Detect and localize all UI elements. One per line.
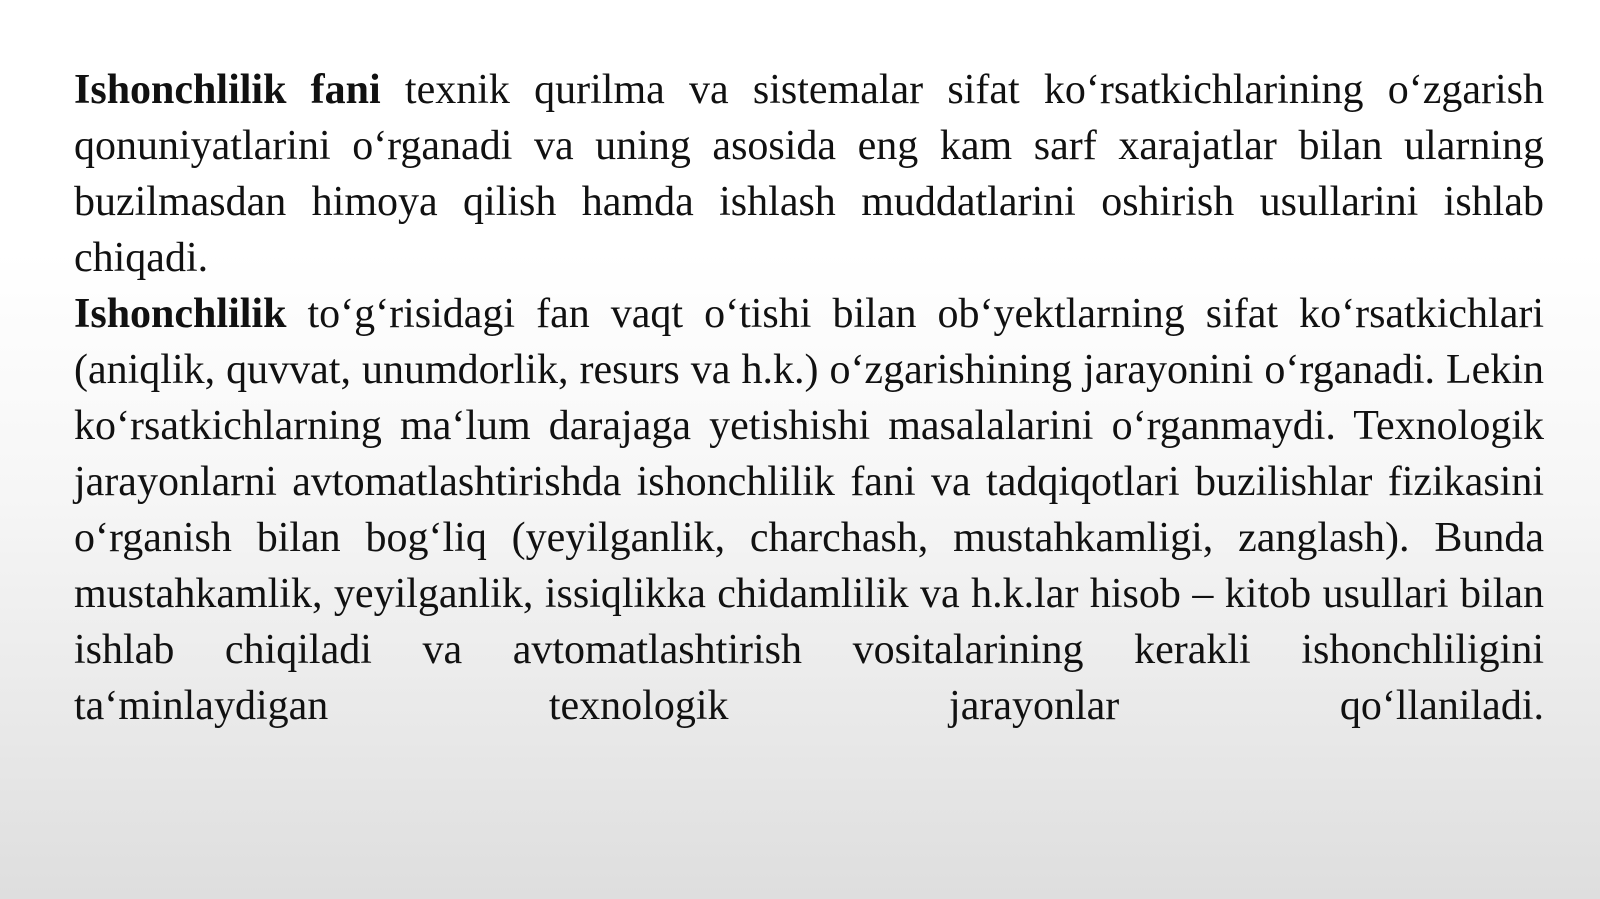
paragraph-description (74, 286, 1544, 734)
paragraph-definition (74, 62, 1544, 286)
paragraph-term: Ishonchlilik fani (74, 67, 381, 113)
slide-text-body (74, 62, 1544, 734)
paragraph-text: to‘g‘risidagi fan vaqt o‘tishi bilan ob‘yektlarning sifat ko‘rsatkichlari (aniqlik, quvvat, unumdorlik, resurs va h.k.) o‘zgarishining jarayonini o‘rganadi. Lekin ko‘rsatkichlarning ma‘lum darajaga yetishishi masalalarini o‘rganmaydi. Texnologik jarayonlarni avtomatlashtirishda ishonchlilik fani va tadqiqotlari buzilishlar fizikasini o‘rganish bilan bog‘liq (yeyilganlik, charchash, mustahkamligi, zanglash). Bunda mustahkamlik, yeyilganlik, issiqlikka chidamlilik va h.k.lar hisob – kitob usullari bilan ishlab chiqiladi va avtomatlashtirish vositalarining kerakli ishonchliligini ta‘minlaydigan texnologik jarayonlar qo‘llaniladi. (74, 291, 1544, 729)
paragraph-text: texnik qurilma va sistemalar sifat ko‘rsatkichlarining o‘zgarish qonuniyatlarini o‘rganadi va uning asosida eng kam sarf xarajatlar bilan ularning buzilmasdan himoya qilish hamda ishlash muddatlarini oshirish usullarini ishlab chiqadi. (74, 67, 1544, 281)
paragraph-term: Ishonchlilik (74, 291, 287, 337)
